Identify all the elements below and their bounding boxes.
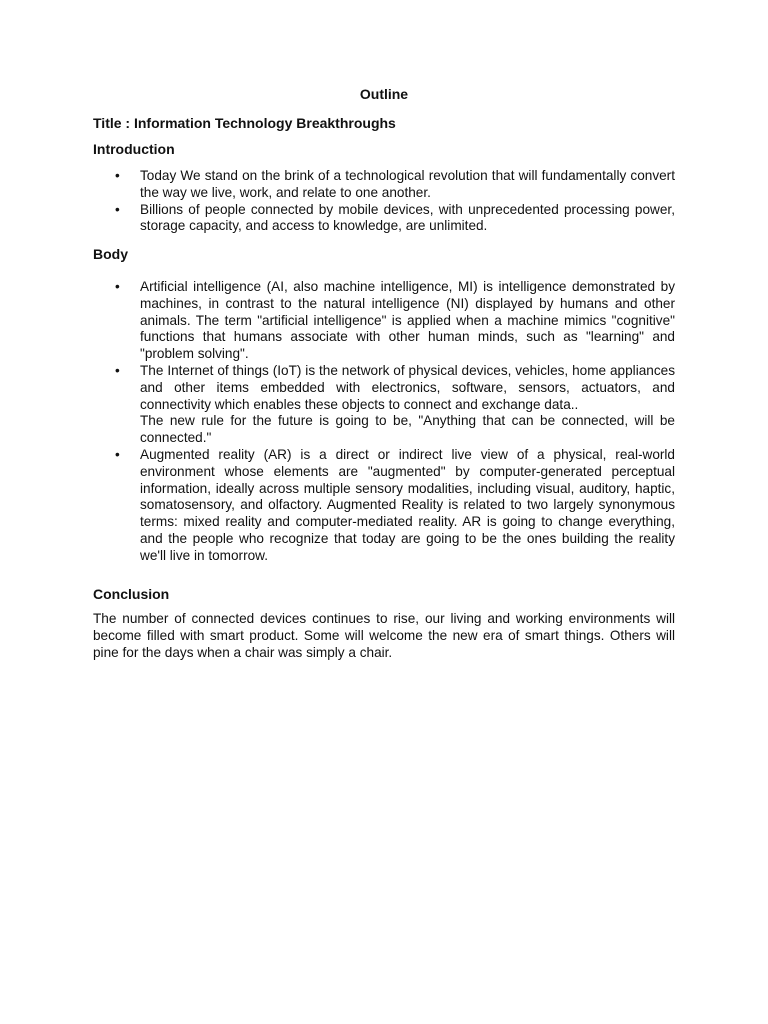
bullet-icon: • bbox=[115, 168, 120, 183]
bullet-icon: • bbox=[115, 362, 120, 378]
bullet-icon: • bbox=[115, 201, 120, 217]
list-item-text: The Internet of things (IoT) is the network of physical devices, vehicles, home appliances and other items embedded with electronics, software, sensors, actuators, and connectivity which enables these objects to connect and exchange data.. bbox=[140, 362, 675, 412]
list-item bbox=[93, 447, 675, 565]
document-title: Outline bbox=[359, 86, 409, 102]
list-item bbox=[93, 279, 675, 363]
document-subject: Title : Information Technology Breakthroughs bbox=[93, 115, 396, 131]
bullet-icon: • bbox=[115, 279, 120, 294]
introduction-heading: Introduction bbox=[93, 141, 175, 157]
body-heading: Body bbox=[93, 246, 128, 262]
introduction-list bbox=[93, 168, 675, 235]
list-item-text: Artificial intelligence (AI, also machine intelligence, MI) is intelligence demonstrated by machines, in contrast to the natural intelligence (NI) displayed by humans and other animals. The term "artificial intelligence" is applied when a machine mimics "cognitive" functions that humans associate with other human minds, such as "learning" and "problem solving". bbox=[140, 279, 675, 362]
bullet-icon: • bbox=[115, 446, 120, 462]
list-item-continuation: The new rule for the future is going to be, "Anything that can be connected, will be connected." bbox=[140, 413, 675, 446]
conclusion-heading: Conclusion bbox=[93, 586, 170, 602]
list-item bbox=[93, 363, 675, 447]
body-list bbox=[93, 279, 675, 565]
list-item bbox=[93, 202, 675, 236]
list-item-text: Billions of people connected by mobile devices, with unprecedented processing power, storage capacity, and access to knowledge, are unlimited. bbox=[140, 201, 675, 234]
list-item-text: Augmented reality (AR) is a direct or indirect live view of a physical, real-world environment whose elements are "augmented" by computer-generated perceptual information, ideally across multiple sensory modalities, including visual, auditory, haptic, somatosensory, and olfactory. Augmented Reality is related to two largely synonymous terms: mixed reality and computer-mediated reality. AR is going to change everything, and the people who recognize that today are going to be the ones building the reality we'll live in tomorrow. bbox=[140, 446, 675, 563]
list-item-text: Today We stand on the brink of a technological revolution that will fundamentally convert the way we live, work, and relate to one another. bbox=[140, 168, 675, 200]
conclusion-text: The number of connected devices continues to rise, our living and working environments will become filled with smart product. Some will welcome the new era of smart things. Others will pine for the days when a chair was simply a chair. bbox=[93, 611, 675, 660]
list-item bbox=[93, 168, 675, 202]
